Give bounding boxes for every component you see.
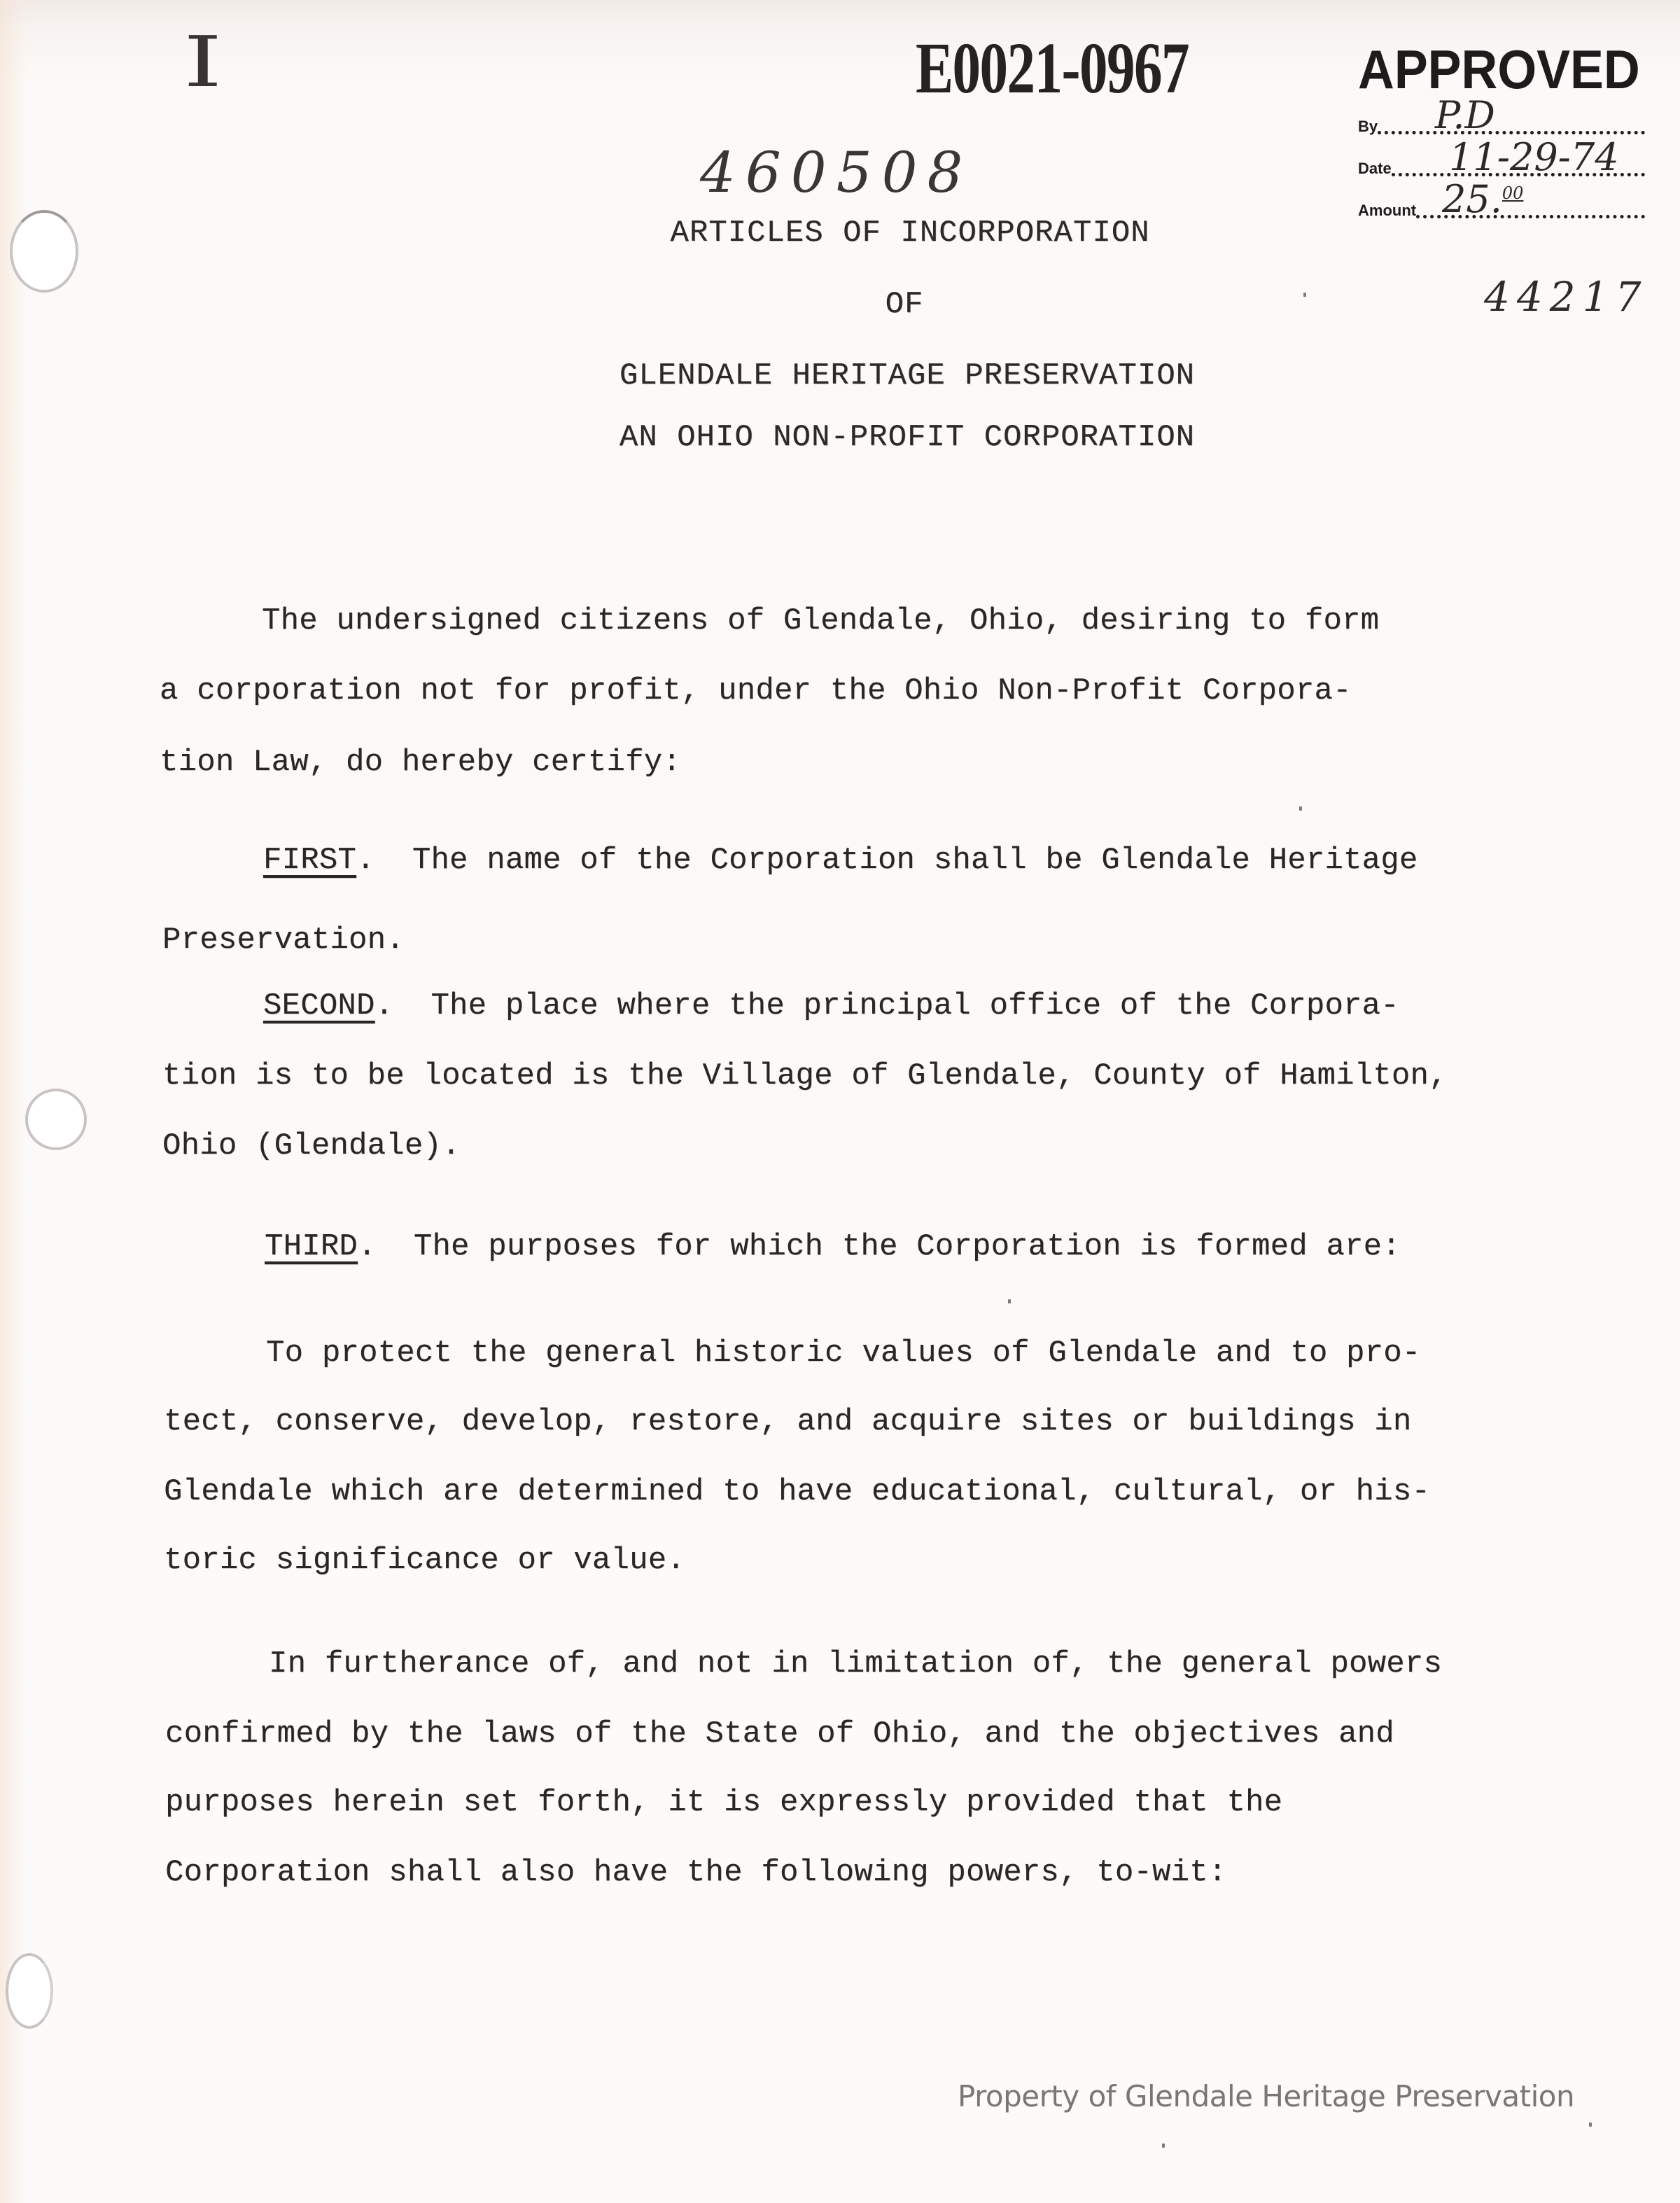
article-first — [263, 843, 1418, 878]
scan-speck — [1008, 1299, 1011, 1303]
handwritten-file-number: 460508 — [700, 140, 973, 205]
approval-date-value: 11-29-74 — [1449, 135, 1619, 179]
article-first-label: FIRST — [263, 843, 357, 878]
hole-punch-bottom — [6, 1953, 53, 2029]
approval-amount-label: Amount — [1358, 202, 1417, 219]
article-second — [263, 988, 1399, 1023]
approval-stamp-title: APPROVED — [1358, 39, 1640, 100]
article-third-text: . The purposes for which the Corporation is formed are: — [358, 1229, 1401, 1264]
handwritten-roman-numeral: I — [183, 21, 223, 103]
document-title: ARTICLES OF INCORPORATION — [670, 216, 1150, 251]
handwritten-reference-number: 44217 — [1484, 273, 1648, 321]
hole-punch-top — [10, 210, 78, 293]
scan-speck — [1303, 293, 1306, 297]
hole-punch-middle — [25, 1089, 87, 1150]
approval-by-value: P.D — [1435, 93, 1495, 137]
powers-line: confirmed by the laws of the State of Ohio, and the objectives and — [165, 1716, 1394, 1751]
approval-amount-cents: 00 — [1502, 183, 1524, 203]
scan-speck — [1162, 2143, 1165, 2148]
article-second-text: . The place where the principal office of the Corpora- — [374, 988, 1399, 1023]
article-third-label: THIRD — [265, 1229, 358, 1264]
page-edge-shadow — [0, 0, 28, 2203]
approval-by-line — [1378, 131, 1645, 134]
article-first-line: Preservation. — [162, 923, 405, 958]
article-third — [265, 1229, 1401, 1264]
scan-speck — [1299, 806, 1302, 811]
preamble-line: tion Law, do hereby certify: — [160, 745, 681, 780]
organization-name: GLENDALE HERITAGE PRESERVATION — [619, 358, 1196, 393]
purpose-line: toric significance or value. — [164, 1543, 685, 1578]
approval-amount-row — [1358, 177, 1645, 223]
approval-amount-value — [1442, 177, 1524, 221]
document-id-stamp: E0021-0967 — [916, 28, 1189, 109]
powers-line: Corporation shall also have the following powers, to-wit: — [165, 1855, 1227, 1890]
article-second-line: tion is to be located is the Village of Glendale, County of Hamilton, — [162, 1058, 1448, 1093]
approval-date-row — [1358, 135, 1645, 181]
purpose-line: Glendale which are determined to have educational, cultural, or his- — [164, 1474, 1431, 1509]
approval-date-label: Date — [1358, 160, 1392, 177]
article-first-text: . The name of the Corporation shall be Glendale Heritage — [356, 843, 1418, 878]
scan-speck — [1589, 2122, 1592, 2127]
document-title-of: OF — [885, 287, 924, 322]
approval-by-label: By — [1358, 118, 1378, 135]
purpose-line: tect, conserve, develop, restore, and acquire sites or buildings in — [164, 1404, 1412, 1439]
article-second-line: Ohio (Glendale). — [162, 1128, 461, 1163]
approval-by-row — [1358, 93, 1645, 139]
powers-line: purposes herein set forth, it is expressly provided that the — [165, 1785, 1283, 1820]
purpose-line: To protect the general historic values of Glendale and to pro- — [266, 1336, 1421, 1371]
ownership-watermark: Property of Glendale Heritage Preservation — [958, 2079, 1575, 2113]
approval-amount-dollars: 25. — [1442, 177, 1502, 221]
powers-line: In furtherance of, and not in limitation of, the general powers — [269, 1646, 1443, 1681]
preamble-line: a corporation not for profit, under the Ohio Non-Profit Corpora- — [160, 673, 1352, 708]
approval-stamp — [1358, 39, 1645, 223]
organization-type: AN OHIO NON-PROFIT CORPORATION — [619, 420, 1196, 455]
preamble-line: The undersigned citizens of Glendale, Ohio, desiring to form — [262, 603, 1380, 638]
article-second-label: SECOND — [263, 988, 375, 1023]
